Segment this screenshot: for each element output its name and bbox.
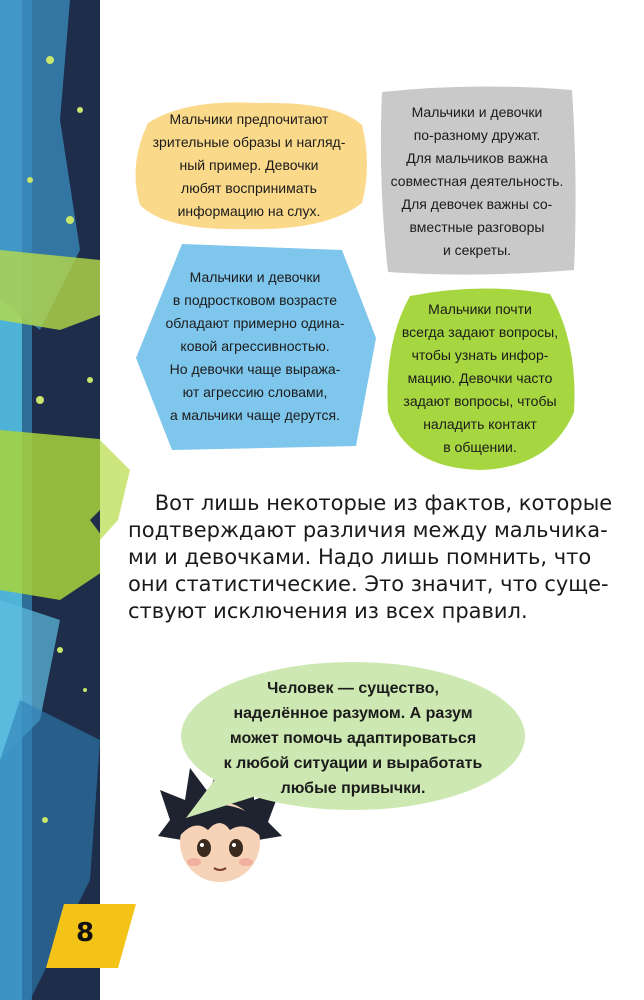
fact-bubble-friendship	[374, 82, 580, 280]
fact-bubble-questions	[380, 282, 580, 474]
fact-bubble-visual	[126, 95, 372, 235]
paragraph-line: Вот лишь некоторые из фактов, которые	[128, 491, 613, 515]
page-number-badge	[46, 904, 136, 968]
paragraph-line: ми и девочками. Надо лишь помнить, что	[128, 545, 592, 569]
fact-text-questions: Мальчики почти всегда задают вопросы, чтобы узнать инфор- мацию. Девочки часто задают вопросы, чтобы наладить контакт в общении.	[401, 300, 559, 455]
speech-text: Человек — существо, наделённое разумом. А разум может помочь адаптироваться к любой ситуации и выработать любые привычки.	[223, 679, 483, 797]
page-number: 8	[76, 918, 95, 948]
fact-text-friendship: Мальчики и девочки по-разному дружат. Для мальчиков важна совместная деятельность. Для девочек важны со- вместные разговоры и секреты.	[390, 103, 564, 258]
paragraph-line: они статистические. Это значит, что суще-	[128, 572, 609, 596]
fact-bubble-aggression	[132, 238, 378, 454]
speech-bubble	[176, 658, 530, 818]
decorative-side-art	[0, 0, 140, 1000]
main-paragraph	[128, 490, 613, 625]
fact-text-visual: Мальчики предпочитают зрительные образы и нагляд- ный пример. Девочки любят воспринимать информацию на слух.	[152, 110, 346, 219]
paragraph-line: ствуют исключения из всех правил.	[128, 599, 528, 623]
fact-text-aggression: Мальчики и девочки в подростковом возрасте обладают примерно одина- ковой агрессивностью. Но девочки чаще выража- ют агрессию словами, а мальчики чаще дерутся.	[165, 268, 345, 423]
paragraph-line: подтверждают различия между мальчика-	[128, 518, 608, 542]
